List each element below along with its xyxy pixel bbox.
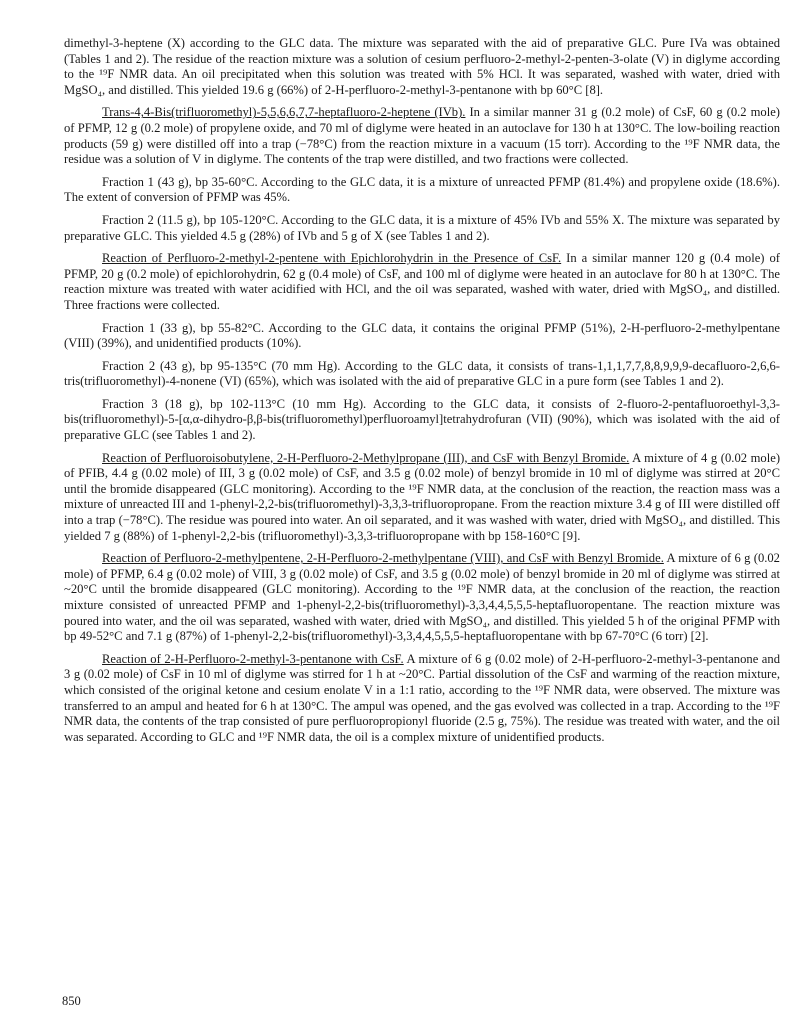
paragraph-text: A mixture of 6 g (0.02 mole) of 2-H-perfluoro-2-methyl-3-pentanone and 3 g (0.02 mole) of CsF in 10 ml of diglyme was stirred for 1 h at ~20°C. Partial dissolution of the CsF and warming of the reaction mixture, which consisted of the original ketone and cesium enolate V in a 1:1 ratio, according to the ¹⁹F NMR data, were observed. The mixture was transferred to an ampul and heated for 6 h at 130°C. The ampul was opened, and the gas evolved was collected in a trap. According to the ¹⁹F NMR data, the contents of the trap consisted of pure perfluoropropionyl fluoride (2.5 g, 75%). The residue was treated with water, and the oil was separated. According to GLC and ¹⁹F NMR data, the oil is a complex mixture of unidentified products. <box>64 651 780 744</box>
section-heading: Reaction of Perfluoro-2-methyl-2-pentene with Epichlorohydrin in the Presence of CsF. <box>102 251 562 266</box>
page-number: 850 <box>62 994 81 1008</box>
paragraph-text: Fraction 1 (33 g), bp 55-82°C. According to the GLC data, it contains the original PFMP (51%), 2-H-perfluoro-2-methylpentane (VIII) (39%), and unidentified products (10%). <box>64 320 780 351</box>
paragraph-text: dimethyl-3-heptene (X) according to the GLC data. The mixture was separated with the aid of preparative GLC. Pure IVa was obtained (Tables 1 and 2). The residue of the reaction mixture was a solution of cesium perfluoro-2-methyl-2-penten-3-olate (V) in diglyme according to the ¹⁹F NMR data. An oil precipitated when this solution was treated with 5% HCl. It was separated, washed with water, dried with MgSO₄, and distilled. This yielded 19.6 g (66%) of 2-H-perfluoro-2-methyl-3-pentanone with bp 60°C [8]. <box>64 36 780 97</box>
paragraph <box>64 321 780 352</box>
paragraph <box>64 551 780 645</box>
paragraph-text: Fraction 1 (43 g), bp 35-60°C. According to the GLC data, it is a mixture of unreacted PFMP (81.4%) and propylene oxide (18.6%). The extent of conversion of PFMP was 45%. <box>64 174 780 205</box>
paragraph <box>64 251 780 313</box>
section-heading: Reaction of 2-H-Perfluoro-2-methyl-3-pentanone with CsF. <box>102 651 404 666</box>
paragraph <box>64 451 780 545</box>
paragraph <box>64 652 780 746</box>
paragraph <box>64 36 780 98</box>
paragraph-text: A mixture of 6 g (0.02 mole) of PFMP, 6.4 g (0.02 mole) of VIII, 3 g (0.02 mole) of CsF, and 3.5 g (0.02 mole) of benzyl bromide in 20 ml of diglyme was stirred at ~20°C until the bromide disappeared (GLC monitoring). According to the ¹⁹F NMR data, at the conclusion of the reaction, the reaction mixture consisted of unreacted PFMP and 1-phenyl-2,2-bis(trifluoromethyl)-3,3,4,4,5,5,5-heptafluoropentane. The reaction mixture was poured into water, and the oil was separated, washed with water, dried with MgSO₄, and distilled. This yielded 5 h of the original PFMP with bp 49-52°C and 7.1 g (87%) of 1-phenyl-2,2-bis(trifluoromethyl)-3,3,4,4,5,5,5-heptafluoropentane with bp 67-70°C (6 torr) [2]. <box>64 551 780 644</box>
paragraph <box>64 213 780 244</box>
paragraph <box>64 105 780 167</box>
paragraph-text: In a similar manner 31 g (0.2 mole) of CsF, 60 g (0.2 mole) of PFMP, 12 g (0.2 mole) of propylene oxide, and 70 ml of diglyme were heated in an autoclave for 130 h at 130°C. The low-boiling reaction products (59 g) were distilled off into a trap (−78°C) from the reaction mixture in a vacuum (15 torr). According to the ¹⁹F NMR data, the residue was a solution of V in diglyme. The contents of the trap were distilled, and two fractions were collected. <box>64 105 780 167</box>
paragraph <box>64 175 780 206</box>
paragraph-text: A mixture of 4 g (0.02 mole) of PFIB, 4.4 g (0.02 mole) of III, 3 g (0.02 mole) of CsF, and 3.5 g (0.02 mole) of benzyl bromide in 10 ml of diglyme was stirred at 20°C until the bromide disappeared (GLC monitoring). According to the ¹⁹F NMR data, at the conclusion of the reaction, the reaction mass was a mixture of unreacted III and 1-phenyl-2,2-bis(trifluoromethyl)-3,3,3-trifluoropropane. From the reaction mixture 3.4 g of III were distilled off into a trap (−78°C). The residue was poured into water. An oil separated, and it was washed with water, dried with MgSO₄, and distilled. This yielded 7 g (88%) of 1-phenyl-2,2-bis (trifluoromethyl)-3,3,3-trifluoropropane with bp 158-160°C [9]. <box>64 450 781 543</box>
section-heading: Reaction of Perfluoroisobutylene, 2-H-Perfluoro-2-Methylpropane (III), and CsF with Benzyl Bromide. <box>102 450 630 465</box>
paragraph-text: Fraction 2 (11.5 g), bp 105-120°C. According to the GLC data, it is a mixture of 45% IVb and 55% X. The mixture was separated by preparative GLC. This yielded 4.5 g (28%) of IVb and 5 g of X (see Tables 1 and 2). <box>64 212 780 243</box>
paragraph-text: Fraction 3 (18 g), bp 102-113°C (10 mm Hg). According to the GLC data, it consists of 2-fluoro-2-pentafluoroethyl-3,3-bis(trifluoromethyl)-5-[α,α-dihydro-β,β-bis(trifluoromethyl)perfluoroamyl]tetrahydrofuran (VII) (90%), which was isolated with the aid of preparative GLC (see Tables 1 and 2). <box>64 396 780 443</box>
article-body <box>64 36 780 752</box>
paragraph <box>64 397 780 444</box>
paragraph <box>64 359 780 390</box>
section-heading: Trans-4,4-Bis(trifluoromethyl)-5,5,6,6,7,7-heptafluoro-2-heptene (IVb). <box>102 105 466 120</box>
paragraph-text: In a similar manner 120 g (0.4 mole) of PFMP, 20 g (0.2 mole) of epichlorohydrin, 62 g (0.4 mole) of CsF, and 100 ml of diglyme were heated in an autoclave for 80 h at 130°C. The reaction mixture was treated with water acidified with HCl, and the oil was separated, washed with water, dried with MgSO₄, and distilled. Three fractions were collected. <box>64 251 780 312</box>
section-heading: Reaction of Perfluoro-2-methylpentene, 2-H-Perfluoro-2-methylpentane (VIII), and CsF with Benzyl Bromide. <box>102 551 664 566</box>
paragraph-text: Fraction 2 (43 g), bp 95-135°C (70 mm Hg). According to the GLC data, it consists of trans-1,1,1,7,7,8,8,9,9,9-decafluoro-2,6,6-tris(trifluoromethyl)-4-nonene (VI) (65%), which was isolated with the aid of preparative GLC in a pure form (see Tables 1 and 2). <box>64 358 780 389</box>
